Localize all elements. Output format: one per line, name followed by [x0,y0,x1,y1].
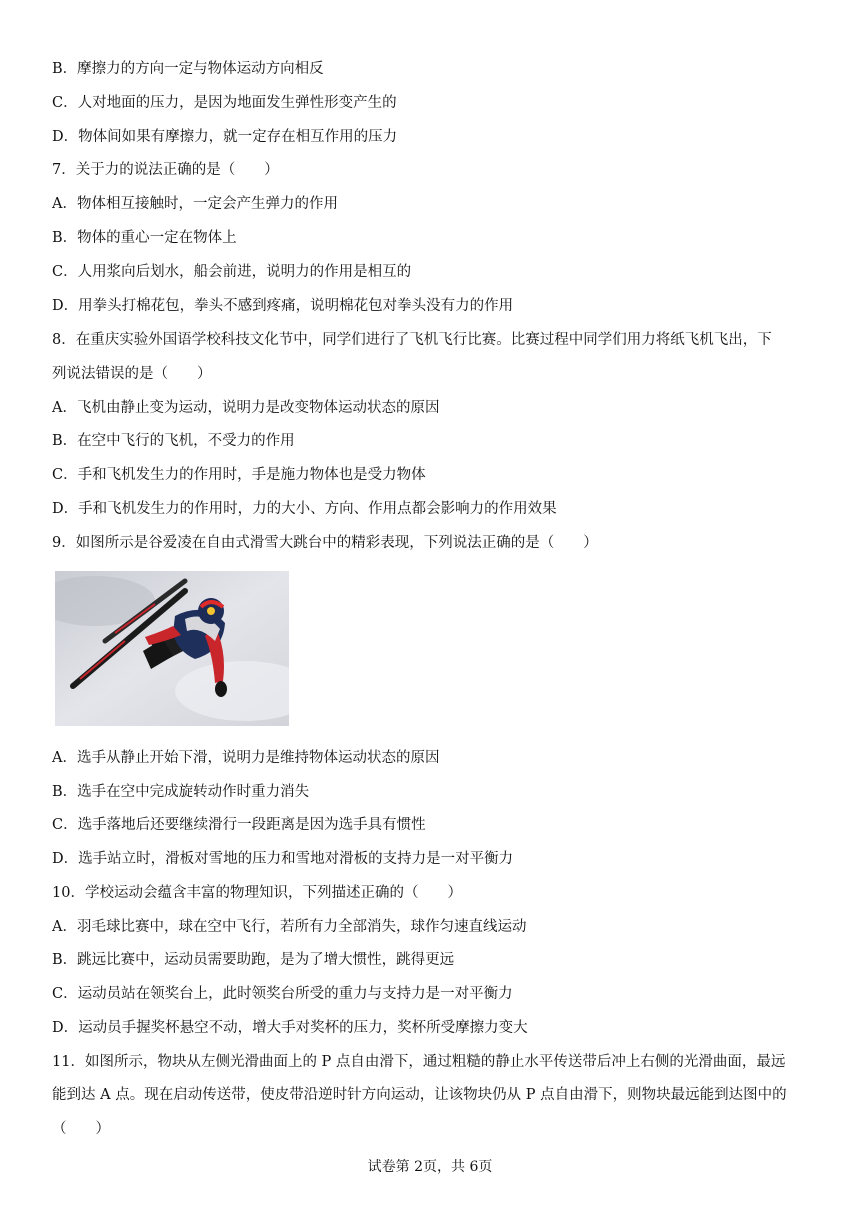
q7-option-c: C．人用浆向后划水，船会前进，说明力的作用是相互的 [52,264,412,280]
q8-stem-line1: 8．在重庆实验外国语学校科技文化节中，同学们进行了飞机飞行比赛。比赛过程中同学们用力将纸飞机飞出，下 [52,332,772,348]
q7-option-a: A．物体相互接触时，一定会产生弹力的作用 [52,196,338,212]
q10-stem: 10．学校运动会蕴含丰富的物理知识，下列描述正确的（ ） [52,885,462,901]
q8-option-a: A．飞机由静止变为运动，说明力是改变物体运动状态的原因 [52,400,440,416]
q8-option-b: B．在空中飞行的飞机，不受力的作用 [52,433,295,449]
q9-option-c: C．选手落地后还要继续滑行一段距离是因为选手具有惯性 [52,817,426,833]
skier-photo [55,571,289,726]
q6-option-d: D．物体间如果有摩擦力，就一定存在相互作用的压力 [52,129,398,145]
q11-stem-line3: （ ） [52,1121,110,1137]
q10-option-c: C．运动员站在领奖台上，此时领奖台所受的重力与支持力是一对平衡力 [52,986,513,1002]
q11-stem-line2: 能到达 A 点。现在启动传送带，使皮带沿逆时针方向运动，让该物块仍从 P 点自由滑下，则物块最远能到达图中的 [52,1087,787,1103]
q10-option-b: B．跳远比赛中，运动员需要助跑，是为了增大惯性，跳得更远 [52,952,455,968]
page-footer: 试卷第 2页，共 6页 [367,1159,493,1175]
q9-stem: 9．如图所示是谷爱凌在自由式滑雪大跳台中的精彩表现，下列说法正确的是（ ） [52,535,598,551]
q11-stem-line1: 11．如图所示，物块从左侧光滑曲面上的 P 点自由滑下，通过粗糙的静止水平传送带后冲上右侧的光滑曲面，最远 [52,1054,786,1070]
q9-option-d: D．选手站立时，滑板对雪地的压力和雪地对滑板的支持力是一对平衡力 [52,851,514,867]
q8-option-d: D．手和飞机发生力的作用时，力的大小、方向、作用点都会影响力的作用效果 [52,501,557,517]
q8-option-c: C．手和飞机发生力的作用时，手是施力物体也是受力物体 [52,467,426,483]
q8-stem-line2: 列说法错误的是（ ） [52,366,212,382]
q10-option-a: A．羽毛球比赛中，球在空中飞行，若所有力全部消失，球作匀速直线运动 [52,919,527,935]
q7-stem: 7．关于力的说法正确的是（ ） [52,162,279,178]
q10-option-d: D．运动员手握奖杯悬空不动，增大手对奖杯的压力，奖杯所受摩擦力变大 [52,1020,528,1036]
q6-option-b: B．摩擦力的方向一定与物体运动方向相反 [52,61,324,77]
q9-option-b: B．选手在空中完成旋转动作时重力消失 [52,784,310,800]
q9-option-a: A．选手从静止开始下滑，说明力是维持物体运动状态的原因 [52,750,440,766]
q6-option-c: C．人对地面的压力，是因为地面发生弹性形变产生的 [52,95,397,111]
q7-option-d: D．用拳头打棉花包，拳头不感到疼痛，说明棉花包对拳头没有力的作用 [52,298,514,314]
q7-option-b: B．物体的重心一定在物体上 [52,230,237,246]
